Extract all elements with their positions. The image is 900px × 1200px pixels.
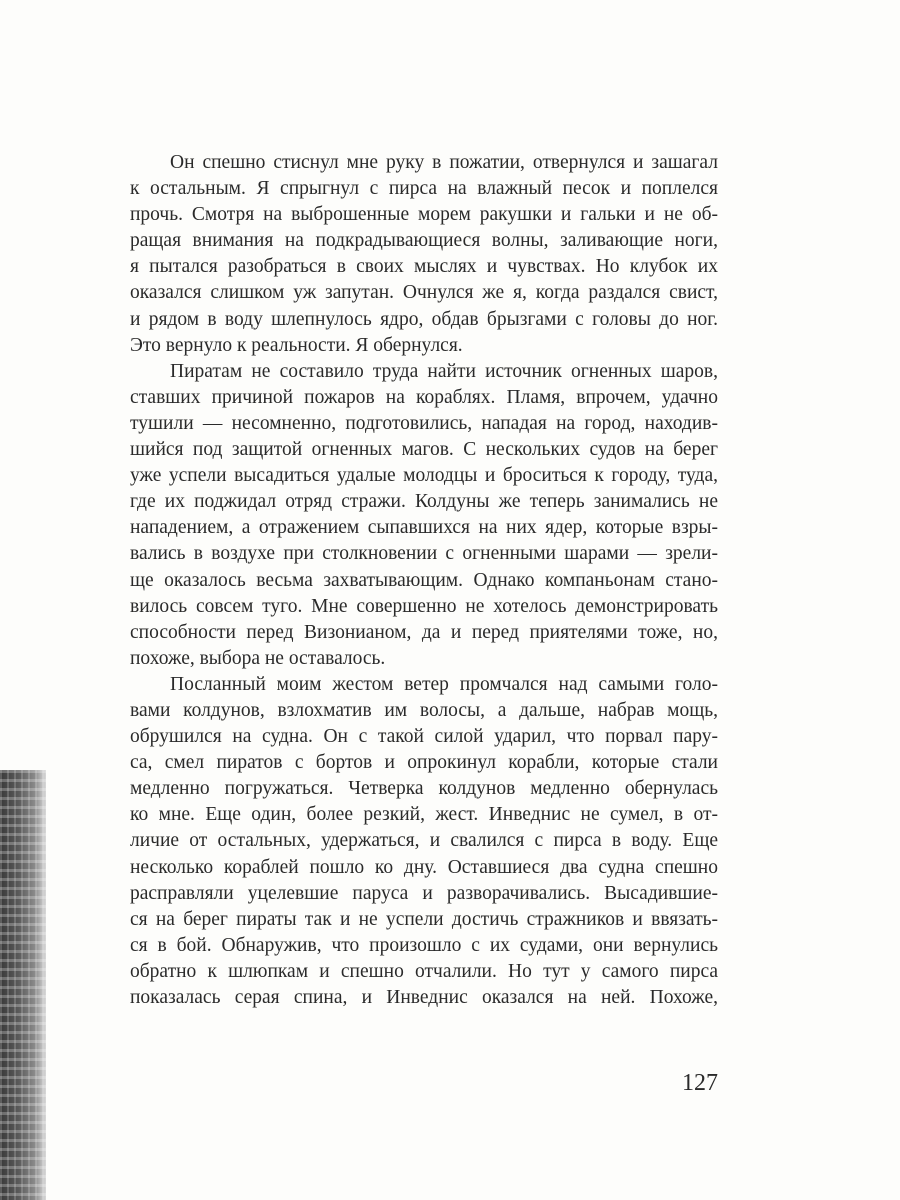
text-line: обрушился на судна. Он с такой силой ударил, что порвал пару-: [130, 726, 718, 748]
text-line: уже успели высадиться удалые молодцы и броситься к городу, туда,: [130, 465, 718, 487]
text-line: личие от остальных, удержаться, и свалился с пирса в воду. Еще: [130, 830, 718, 852]
scanned-page-edge: [0, 770, 46, 1200]
text-line: ще оказалось весьма захватывающим. Однако компаньонам стано-: [130, 569, 718, 591]
text-line: оказался слишком уж запутан. Очнулся же я, когда раздался свист,: [130, 282, 718, 304]
text-line: са, смел пиратов с бортов и опрокинул корабли, которые стали: [130, 752, 718, 774]
text-line: медленно погружаться. Четверка колдунов медленно обернулась: [130, 778, 718, 800]
text-line: и рядом в воду шлепнулось ядро, обдав брызгами с головы до ног.: [130, 308, 718, 330]
text-line: тушили — несомненно, подготовились, нападая на город, находив-: [130, 412, 718, 434]
text-line: обратно к шлюпкам и спешно отчалили. Но тут у самого пирса: [130, 960, 718, 982]
text-line: где их поджидал отряд стражи. Колдуны же теперь занимались не: [130, 491, 718, 513]
text-line: Он спешно стиснул мне руку в пожатии, отвернулся и зашагал: [170, 152, 718, 173]
text-line: Посланный моим жестом ветер промчался над самыми голо-: [170, 673, 718, 695]
text-line: ся на берег пираты так и не успели достичь стражников и ввязать-: [130, 908, 718, 930]
text-line: шийся под защитой огненных магов. С нескольких судов на берег: [130, 439, 718, 461]
text-line: похоже, выбора не оставалось.: [130, 647, 386, 669]
text-line: ся в бой. Обнаружив, что произошло с их судами, они вернулись: [130, 934, 718, 956]
text-line: вами колдунов, взлохматив им волосы, а дальше, набрав мощь,: [130, 699, 718, 721]
text-line: нападением, а отражением сыпавшихся на них ядер, которые взры-: [130, 517, 718, 539]
text-line: показалась серая спина, и Инведнис оказался на ней. Похоже,: [130, 987, 718, 1008]
text-line: несколько кораблей пошло ко дну. Оставшиеся два судна спешно: [130, 856, 718, 878]
text-line: вались в воздухе при столкновении с огненными шарами — зрели-: [130, 543, 718, 565]
text-line: Это вернуло к реальности. Я обернулся.: [130, 334, 463, 356]
text-line: расправляли уцелевшие паруса и разворачивались. Высадившие-: [130, 882, 718, 904]
text-line: ставших причиной пожаров на кораблях. Пламя, впрочем, удачно: [130, 386, 718, 408]
text-line: способности перед Визонианом, да и перед приятелями тоже, но,: [130, 621, 718, 643]
text-line: вилось совсем туго. Мне совершенно не хотелось демонстрировать: [130, 595, 718, 617]
text-line: к остальным. Я спрыгнул с пирса на влажный песок и поплелся: [130, 178, 718, 200]
text-line: Пиратам не составило труда найти источник огненных шаров,: [170, 360, 718, 382]
text-line: я пытался разобраться в своих мыслях и чувствах. Но клубок их: [130, 256, 718, 278]
page-number: 127: [682, 1070, 718, 1096]
body-text: [130, 150, 718, 1011]
text-line: ращая внимания на подкрадывающиеся волны, заливающие ноги,: [130, 230, 718, 252]
text-line: прочь. Смотря на выброшенные морем ракушки и гальки и не об-: [130, 204, 718, 226]
text-line: ко мне. Еще один, более резкий, жест. Инведнис не сумел, в от-: [130, 804, 718, 826]
